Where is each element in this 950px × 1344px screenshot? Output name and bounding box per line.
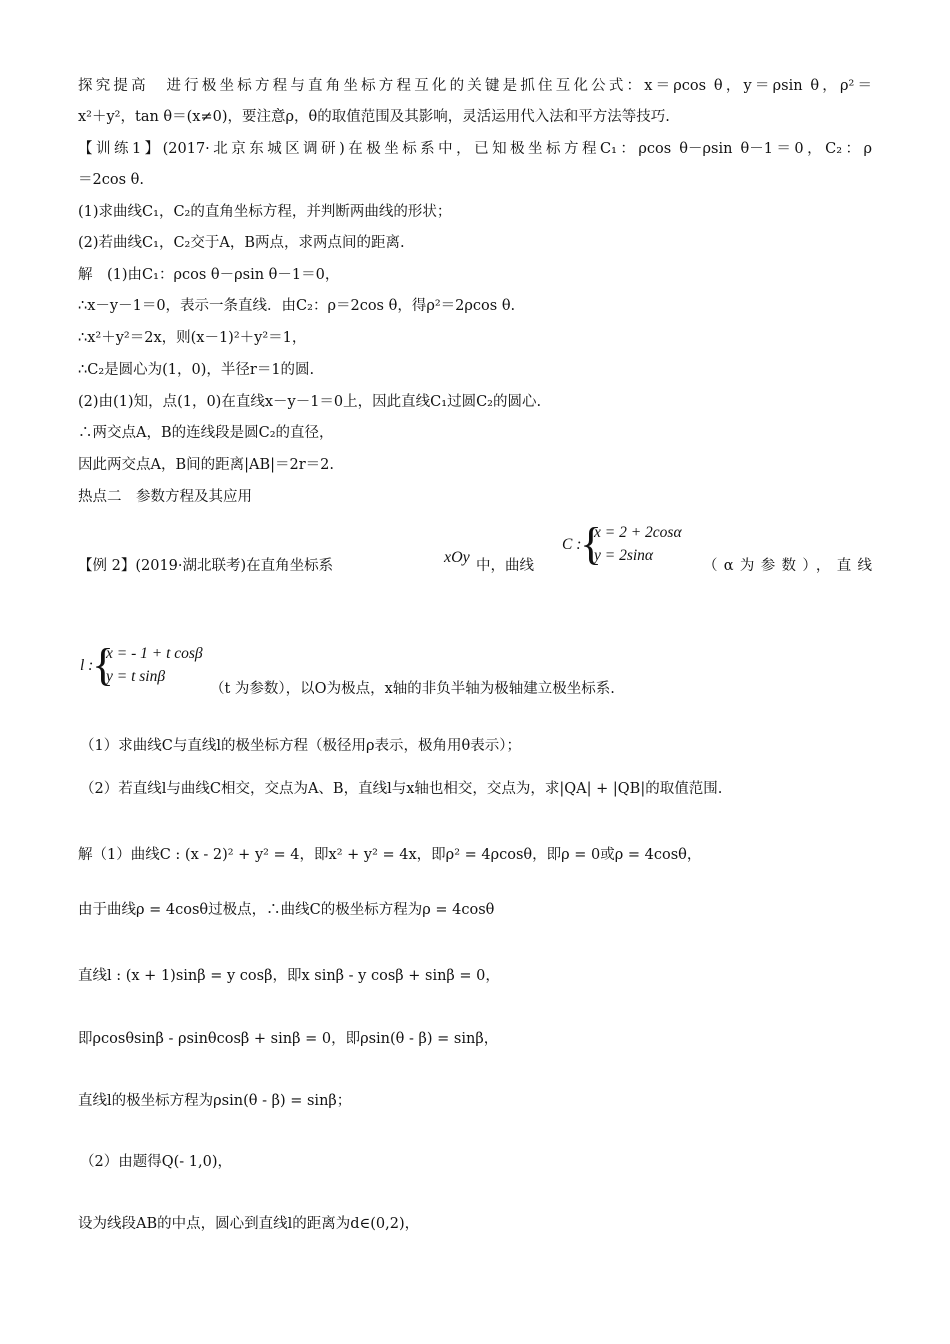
- section-heading: 热点二 参数方程及其应用: [78, 489, 252, 505]
- left-brace-icon: {: [580, 518, 603, 569]
- text-line: (2)若曲线C₁，C₂交于A，B两点，求两点间的距离.: [78, 235, 405, 251]
- solution-line: 直线l的极坐标方程为ρsin(θ - β) = sinβ；: [78, 1093, 352, 1109]
- example-prefix: 【例 2】(2019·湖北联考)在直角坐标系: [78, 558, 334, 574]
- curve-c-system: [562, 518, 702, 570]
- text-line: 解 (1)由C₁：ρcos θ－ρsin θ－1＝0，: [78, 267, 340, 283]
- left-brace-icon: {: [92, 639, 115, 690]
- line-l-description: （t 为参数），以O为极点，x轴的非负半轴为极轴建立极坐标系.: [210, 681, 615, 697]
- coordinate-system-label: xOy: [444, 549, 470, 566]
- text-line: 因此两交点A，B间的距离|AB|＝2r＝2.: [78, 457, 335, 473]
- question-1: （1）求曲线C与直线l的极坐标方程（极径用ρ表示，极角用θ表示）；: [80, 738, 521, 754]
- curve-c-label: C :: [562, 536, 582, 553]
- text-line: (1)求曲线C₁，C₂的直角坐标方程，并判断两曲线的形状；: [78, 204, 452, 220]
- curve-c-row2: y = 2sinα: [594, 547, 654, 564]
- solution-line: 设为线段AB的中点，圆心到直线l的距离为d∈(0,2)，: [78, 1216, 420, 1232]
- text-line: ∴x－y－1＝0，表示一条直线．由C₂：ρ＝2cos θ，得ρ²＝2ρcos θ.: [78, 298, 516, 314]
- curve-c-row1: x = 2 + 2cosα: [594, 524, 682, 541]
- line-l-label: l :: [80, 657, 94, 674]
- text-line: 探究提高 进行极坐标方程与直角坐标方程互化的关键是抓住互化公式：x＝ρcos θ，y＝ρsin θ，ρ²＝: [78, 78, 872, 94]
- text-line: ∴x²＋y²＝2x，则(x－1)²＋y²＝1，: [78, 330, 307, 346]
- solution-line: （2）由题得Q(- 1,0)，: [80, 1154, 232, 1170]
- text-line: 【训练1】(2017·北京东城区调研)在极坐标系中，已知极坐标方程C₁：ρcos θ－ρsin θ－1＝0，C₂：ρ: [78, 141, 872, 157]
- text-line: ＝2cos θ.: [78, 172, 144, 188]
- text-line: ∴C₂是圆心为(1，0)，半径r＝1的圆.: [78, 362, 315, 378]
- question-2: （2）若直线l与曲线C相交，交点为A、B，直线l与x轴也相交，交点为，求|QA| + |QB|的取值范围.: [80, 781, 723, 797]
- line-l-row1: x = - 1 + t cosβ: [106, 645, 203, 662]
- line-l-system: [80, 639, 220, 692]
- solution-line: 解（1）曲线C : (x - 2)² + y² = 4，即x² + y² = 4x，即ρ² = 4ρcosθ，即ρ = 0或ρ = 4cosθ，: [78, 847, 702, 863]
- solution-line: 直线l : (x + 1)sinβ = y cosβ，即x sinβ - y cosβ + sinβ = 0，: [78, 968, 500, 984]
- text-line: ∴两交点A，B的连线段是圆C₂的直径，: [78, 425, 334, 441]
- example-mid-text: 中，曲线: [476, 558, 534, 574]
- solution-line: 即ρcosθsinβ - ρsinθcosβ + sinβ = 0，即ρsin(θ - β) = sinβ，: [78, 1031, 499, 1047]
- text-line: x²＋y²，tan θ＝(x≠0)，要注意ρ，θ的取值范围及其影响，灵活运用代入法和平方法等技巧.: [78, 109, 670, 125]
- solution-line: 由于曲线ρ = 4cosθ过极点，∴曲线C的极坐标方程为ρ = 4cosθ: [78, 902, 495, 918]
- example-suffix: （α为参数），直线: [703, 558, 872, 574]
- line-l-row2: y = t sinβ: [106, 668, 166, 685]
- text-line: (2)由(1)知，点(1，0)在直线x－y－1＝0上，因此直线C₁过圆C₂的圆心.: [78, 394, 542, 410]
